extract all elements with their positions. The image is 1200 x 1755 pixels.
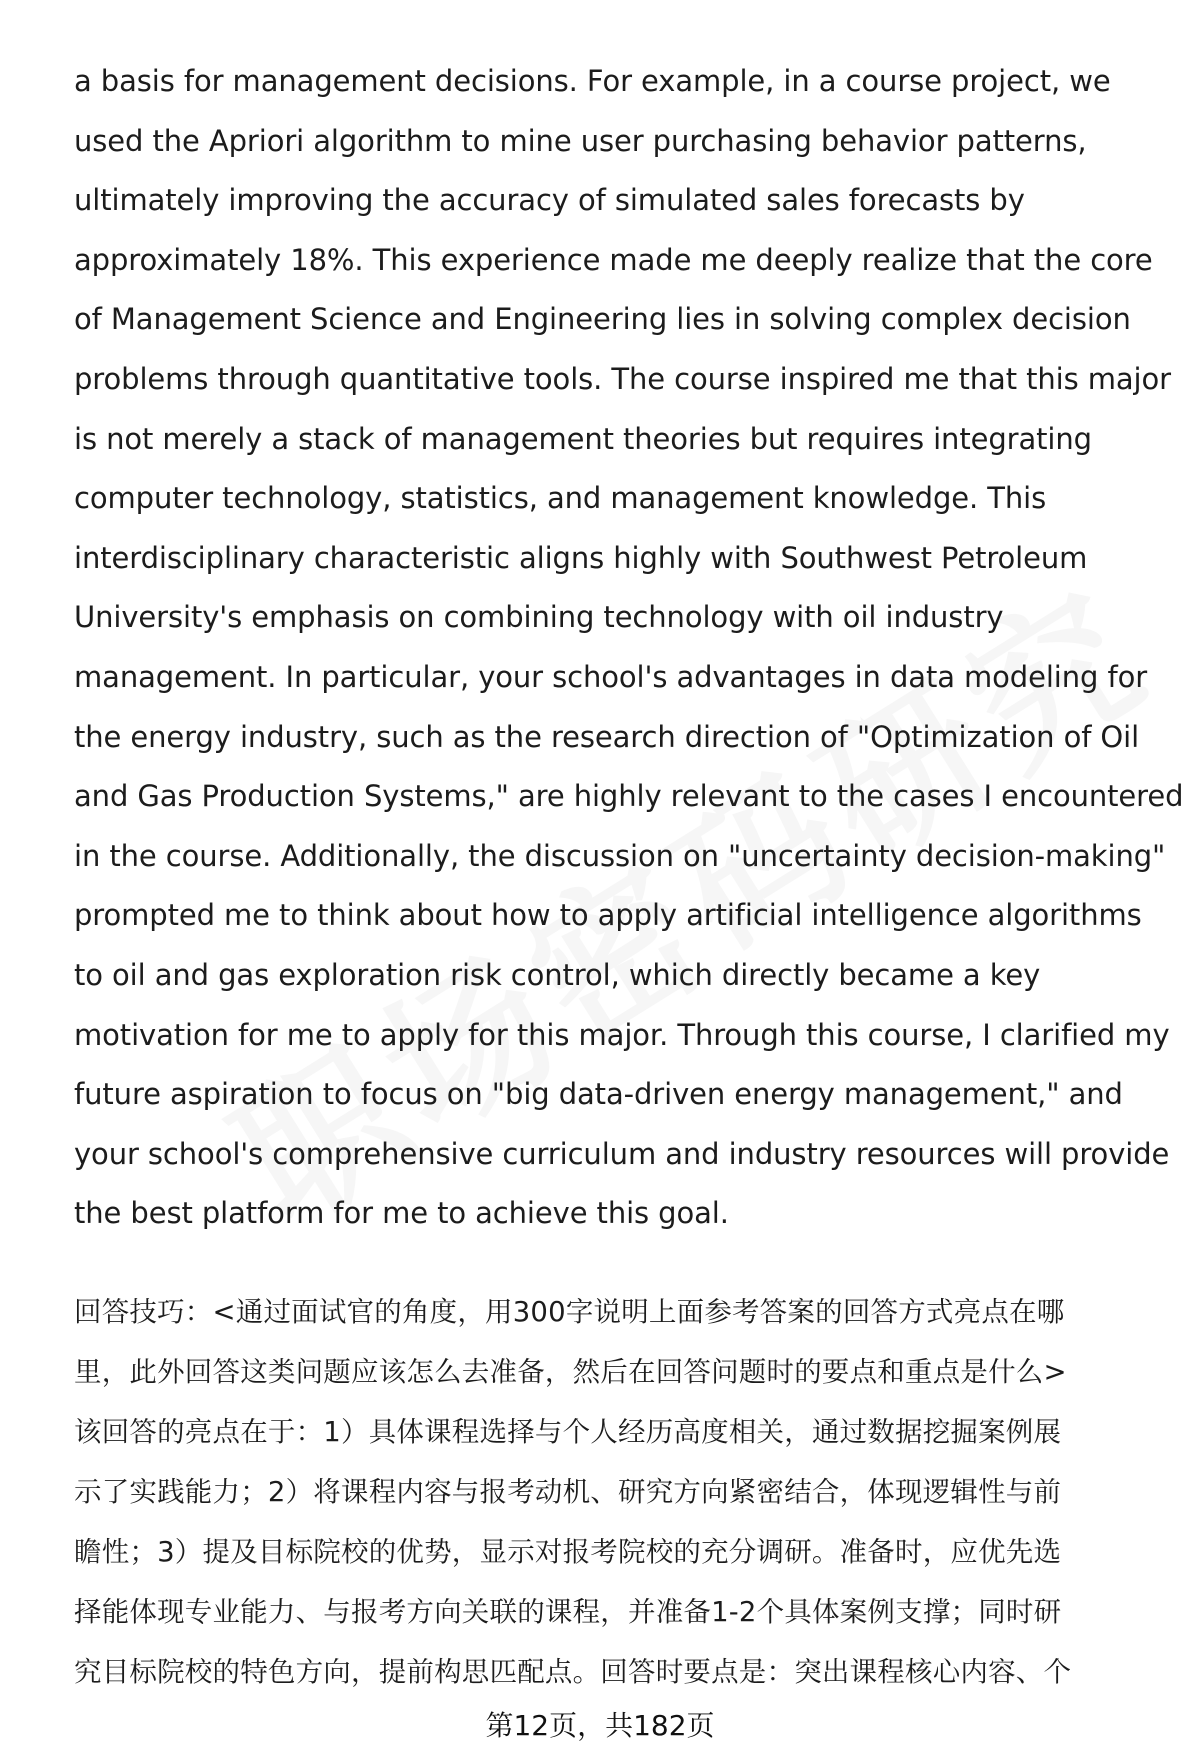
tips-line: 回答技巧：<通过面试官的角度，用300字说明上面参考答案的回答方式亮点在哪 [74,1295,1065,1328]
paragraph-line: the energy industry, such as the research direction of "Optimization of Oil [74,719,1140,754]
paragraph-line: in the course. Additionally, the discussion on "uncertainty decision-making" [74,838,1166,873]
answer-tips-section [74,1282,1164,1702]
paragraph-line: problems through quantitative tools. The course inspired me that this major [74,361,1171,396]
paragraph-line: ultimately improving the accuracy of simulated sales forecasts by [74,183,1025,218]
document-page [74,52,1184,1702]
paragraph-line: management. In particular, your school's advantages in data modeling for [74,659,1148,694]
paragraph-line: to oil and gas exploration risk control, which directly became a key [74,957,1041,992]
page-number: 第12页，共182页 [485,1709,715,1742]
tips-line: 示了实践能力；2）将课程内容与报考动机、研究方向紧密结合，体现逻辑性与前 [74,1475,1062,1508]
paragraph-line: your school's comprehensive curriculum and industry resources will provide [74,1136,1170,1171]
paragraph-line: future aspiration to focus on "big data-driven energy management," and [74,1077,1123,1112]
tips-line: 里，此外回答这类问题应该怎么去准备，然后在回答问题时的要点和重点是什么> [74,1355,1067,1388]
paragraph-line: motivation for me to apply for this major. Through this course, I clarified my [74,1017,1170,1052]
paragraph-line: of Management Science and Engineering lies in solving complex decision [74,302,1131,337]
paragraph-line: and Gas Production Systems," are highly relevant to the cases I encountered [74,779,1184,814]
tips-line: 究目标院校的特色方向，提前构思匹配点。回答时要点是：突出课程核心内容、个 [74,1655,1072,1688]
paragraph-line: a basis for management decisions. For example, in a course project, we [74,64,1111,98]
paragraph-line: University's emphasis on combining technology with oil industry [74,600,1004,635]
paragraph-line: computer technology, statistics, and management knowledge. This [74,481,1047,516]
answer-paragraph [74,52,1184,1244]
tips-line: 瞻性；3）提及目标院校的优势，显示对报考院校的充分调研。准备时，应优先选 [74,1535,1062,1568]
paragraph-line: is not merely a stack of management theories but requires integrating [74,421,1092,456]
paragraph-line: used the Apriori algorithm to mine user purchasing behavior patterns, [74,123,1087,158]
paragraph-line: interdisciplinary characteristic aligns highly with Southwest Petroleum [74,540,1088,575]
paragraph-line: prompted me to think about how to apply artificial intelligence algorithms [74,898,1142,933]
tips-line: 该回答的亮点在于：1）具体课程选择与个人经历高度相关，通过数据挖掘案例展 [74,1415,1062,1448]
paragraph-line: approximately 18%. This experience made me deeply realize that the core [74,242,1153,277]
paragraph-line: the best platform for me to achieve this goal. [74,1196,729,1231]
tips-line: 择能体现专业能力、与报考方向关联的课程，并准备1-2个具体案例支撑；同时研 [74,1595,1062,1628]
